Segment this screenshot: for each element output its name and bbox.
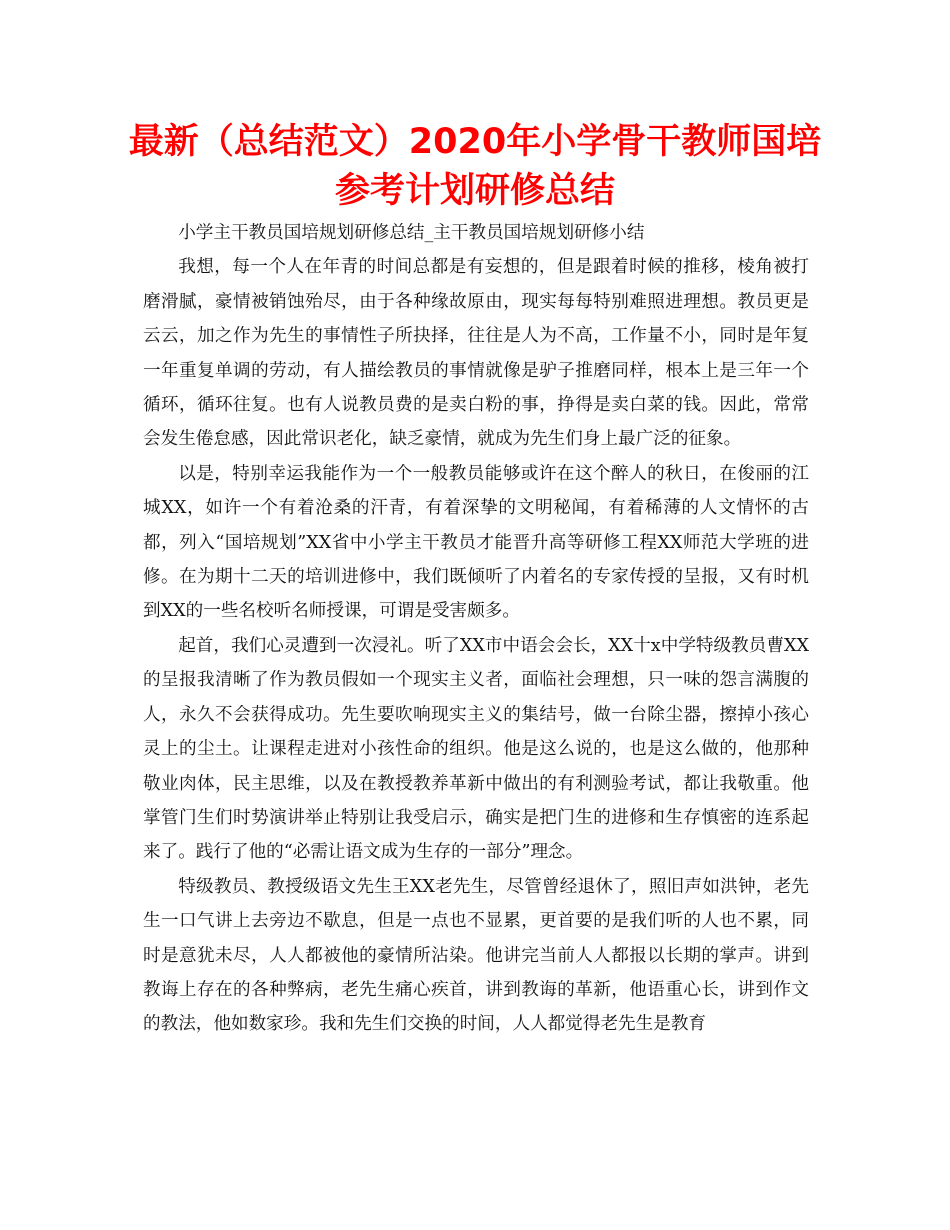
body-paragraph: 起首，我们心灵遭到一次浸礼。听了XX市中语会会长，XX十x中学特级教员曹XX的呈报我清晰了作为教员假如一个现实主义者，面临社会理想，只一味的怨言满腹的人，永久不会获得成功。先生要吹响现实主义的集结号，做一台除尘器，擦掉小孩心灵上的尘土。让课程走进对小孩性命的组织。他是这么说的，也是这么做的，他那种敬业肉体，民主思维，以及在教授教养革新中做出的有利测验考试，都让我敬重。他掌管门生们时势演讲举止特别让我受启示，确实是把门生的进修和生存慎密的连系起来了。践行了他的“必需让语文成为生存的一部分”理念。 xyxy=(143,635,809,863)
document-body xyxy=(143,216,809,1042)
subtitle-paragraph: 小学主干教员国培规划研修总结_主干教员国培规划研修小结 xyxy=(178,223,645,243)
body-paragraph: 特级教员、教授级语文先生王XX老先生，尽管曾经退休了，照旧声如洪钟，老先生一口气讲上去旁边不歇息，但是一点也不显累，更首要的是我们听的人也不累，同时是意犹未尽，人人都被他的豪情所沾染。他讲完当前人人都报以长期的掌声。讲到教诲上存在的各种弊病，老先生痛心疾首，讲到教诲的革新，他语重心长，讲到作文的教法，他如数家珍。我和先生们交换的时间，人人都觉得老先生是教育 xyxy=(143,876,809,1035)
document-title: 最新（总结范文）2020年小学骨干教师国培参考计划研修总结 xyxy=(128,122,822,211)
body-paragraph: 我想，每一个人在年青的时间总都是有妄想的，但是跟着时候的推移，棱角被打磨滑腻，豪情被销蚀殆尽，由于各种缘故原由，现实每每特别难照进理想。教员更是云云，加之作为先生的事情性子所抉择，往往是人为不高，工作量不小，同时是年复一年重复单调的劳动，有人描绘教员的事情就像是驴子推磨同样，根本上是三年一个循环，循环往复。也有人说教员费的是卖白粉的事，挣得是卖白菜的钱。因此，常常会发生倦怠感，因此常识老化，缺乏豪情，就成为先生们身上最广泛的征象。 xyxy=(143,257,809,450)
body-paragraph: 以是，特别幸运我能作为一个一般教员能够或许在这个醉人的秋日，在俊丽的江城XX，如许一个有着沧桑的汗青，有着深挚的文明秘闻，有着稀薄的人文情怀的古都，列入“国培规划”XX省中小学主干教员才能晋升高等研修工程XX师范大学班的进修。在为期十二天的培训进修中，我们既倾听了内着名的专家传授的呈报，又有时机到XX的一些名校听名师授课，可谓是受害颇多。 xyxy=(143,463,809,622)
